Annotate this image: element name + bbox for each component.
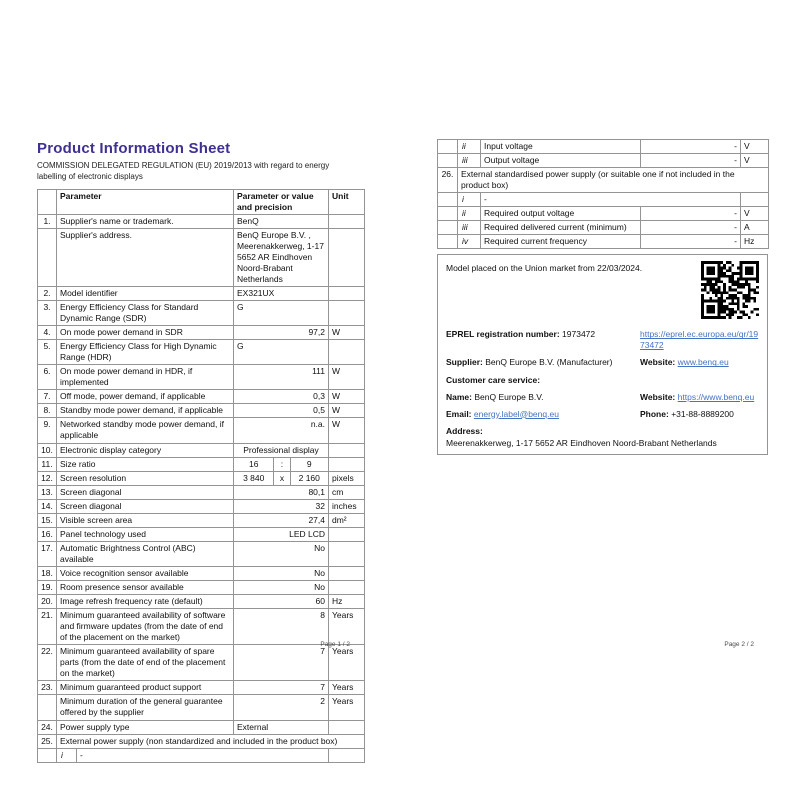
parameter-label: Supplier's address. xyxy=(57,228,234,286)
header-unit: Unit xyxy=(329,189,365,214)
parameter-label: Screen diagonal xyxy=(57,499,234,513)
unit-label: W xyxy=(329,326,365,340)
table-row xyxy=(38,443,365,457)
roman-index: ii xyxy=(458,207,481,221)
row-number: 7. xyxy=(38,390,57,404)
table-body xyxy=(438,140,769,249)
name-info xyxy=(446,392,636,403)
parameter-label: Model identifier xyxy=(57,286,234,300)
table-row xyxy=(38,566,365,580)
parameter-value: - xyxy=(641,140,741,154)
table-row xyxy=(38,645,365,681)
parameter-label: Panel technology used xyxy=(57,527,234,541)
header-parameter: Parameter xyxy=(57,189,234,214)
dash-value: - xyxy=(77,748,329,762)
parameter-label: Required current frequency xyxy=(481,235,641,249)
split-value xyxy=(234,458,328,471)
unit-label xyxy=(329,720,365,734)
unit-label: Hz xyxy=(329,595,365,609)
split-value xyxy=(234,472,328,485)
parameter-value: 80,1 xyxy=(234,485,329,499)
unit-label: pixels xyxy=(329,471,365,485)
parameter-value: - xyxy=(641,235,741,249)
parameter-value: G xyxy=(234,301,329,326)
table-row xyxy=(38,513,365,527)
phone-value: +31-88-8889200 xyxy=(671,408,734,419)
website1-info xyxy=(640,357,759,368)
parameter-value: - xyxy=(641,207,741,221)
parameter-label: On mode power demand in SDR xyxy=(57,326,234,340)
dash-value: - xyxy=(481,193,741,207)
row-number xyxy=(38,695,57,720)
row-number: 13. xyxy=(38,485,57,499)
parameter-value: 0,3 xyxy=(234,390,329,404)
parameter-label: Electronic display category xyxy=(57,443,234,457)
row-number: 11. xyxy=(38,457,57,471)
website2-label: Website: xyxy=(640,391,676,402)
parameter-value: G xyxy=(234,340,329,365)
product-info-table xyxy=(37,189,365,763)
table-row xyxy=(438,221,769,235)
unit-label: V xyxy=(741,140,769,154)
unit-label xyxy=(329,443,365,457)
parameter-value: No xyxy=(234,541,329,566)
roman-index: i xyxy=(57,748,77,762)
unit-label: W xyxy=(329,365,365,390)
table-row xyxy=(38,301,365,326)
span-text: External standardised power supply (or suitable one if not included in the product box) xyxy=(458,168,769,193)
table-row xyxy=(38,595,365,609)
table-row xyxy=(438,235,769,249)
unit-label xyxy=(329,541,365,566)
table-row xyxy=(438,193,769,207)
table-row xyxy=(38,499,365,513)
regulation-subtitle: COMMISSION DELEGATED REGULATION (EU) 2019/2013 with regard to energy labelling of electronic displays xyxy=(37,161,330,181)
parameter-label: Image refresh frequency rate (default) xyxy=(57,595,234,609)
table-row xyxy=(38,695,365,720)
row-number xyxy=(38,228,57,286)
unit-label: W xyxy=(329,418,365,443)
address-label-row xyxy=(446,426,759,437)
roman-index: iv xyxy=(458,235,481,249)
row-number xyxy=(438,193,458,207)
table-row xyxy=(438,168,769,193)
website2-info xyxy=(640,392,759,403)
parameter-value: n.a. xyxy=(234,418,329,443)
parameter-value: - xyxy=(641,154,741,168)
parameter-label: Minimum guaranteed product support xyxy=(57,681,234,695)
unit-label xyxy=(329,214,365,228)
qr-code-icon xyxy=(701,261,759,319)
row-number: 4. xyxy=(38,326,57,340)
parameter-value: 2 xyxy=(234,695,329,720)
table-row xyxy=(38,609,365,645)
unit-label xyxy=(329,301,365,326)
table-row xyxy=(38,734,365,748)
row-number: 2. xyxy=(38,286,57,300)
name-row xyxy=(446,392,759,403)
row-number xyxy=(438,140,458,154)
header-num xyxy=(38,189,57,214)
roman-index: iii xyxy=(458,221,481,235)
supplier-info xyxy=(446,357,636,368)
supplier-row xyxy=(446,357,759,368)
unit-label xyxy=(741,193,769,207)
table-row xyxy=(38,365,365,390)
split-cell: x xyxy=(273,472,290,485)
unit-label: V xyxy=(741,207,769,221)
page2-footer: Page 2 / 2 xyxy=(724,641,754,648)
parameter-value xyxy=(234,471,329,485)
unit-label: Years xyxy=(329,681,365,695)
email-label: Email: xyxy=(446,408,472,419)
website2-link[interactable]: https://www.benq.eu xyxy=(677,391,755,402)
parameter-label: Standby mode power demand, if applicable xyxy=(57,404,234,418)
parameter-label: Minimum guaranteed availability of spare parts (from the date of end of the placement on the market) xyxy=(57,645,234,681)
parameter-value: Professional display xyxy=(234,443,329,457)
parameter-label: Energy Efficiency Class for Standard Dynamic Range (SDR) xyxy=(57,301,234,326)
row-number xyxy=(438,235,458,249)
market-placement-section xyxy=(446,261,759,323)
parameter-label: Voice recognition sensor available xyxy=(57,566,234,580)
address-label: Address: xyxy=(446,425,483,436)
unit-label: Years xyxy=(329,695,365,720)
table-row xyxy=(38,527,365,541)
parameter-label: Minimum guaranteed availability of software and firmware updates (from the date of end of the placement on the market) xyxy=(57,609,234,645)
parameter-value: No xyxy=(234,566,329,580)
row-number xyxy=(438,221,458,235)
row-number: 17. xyxy=(38,541,57,566)
unit-label xyxy=(329,286,365,300)
row-number: 23. xyxy=(38,681,57,695)
phone-info xyxy=(640,409,759,420)
row-number: 15. xyxy=(38,513,57,527)
unit-label: Years xyxy=(329,645,365,681)
table-row xyxy=(38,581,365,595)
table-row xyxy=(38,485,365,499)
parameter-label: Input voltage xyxy=(481,140,641,154)
row-number: 5. xyxy=(38,340,57,365)
parameter-label: Energy Efficiency Class for High Dynamic Range (HDR) xyxy=(57,340,234,365)
table-row xyxy=(38,404,365,418)
parameter-value: BenQ xyxy=(234,214,329,228)
row-number: 8. xyxy=(38,404,57,418)
table-row xyxy=(38,681,365,695)
parameter-label: On mode power demand in HDR, if implemented xyxy=(57,365,234,390)
unit-label: cm xyxy=(329,485,365,499)
parameter-value: BenQ Europe B.V. , Meerenakkerweg, 1-17 5652 AR Eindhoven Noord-Brabant Netherlands xyxy=(234,228,329,286)
table-row xyxy=(38,720,365,734)
eprel-value: 1973472 xyxy=(562,329,596,340)
parameter-value xyxy=(234,457,329,471)
split-cell: 2 160 xyxy=(298,472,320,483)
table-row xyxy=(38,457,365,471)
row-number: 16. xyxy=(38,527,57,541)
parameter-label: Room presence sensor available xyxy=(57,581,234,595)
parameter-label: Automatic Brightness Control (ABC) available xyxy=(57,541,234,566)
row-number: 18. xyxy=(38,566,57,580)
parameter-value: - xyxy=(641,221,741,235)
row-number xyxy=(38,748,57,762)
parameter-value: External xyxy=(234,720,329,734)
unit-label xyxy=(329,748,365,762)
parameter-label: Output voltage xyxy=(481,154,641,168)
website-link[interactable]: www.benq.eu xyxy=(677,357,729,368)
parameter-value: 111 xyxy=(234,365,329,390)
website1-label: Website: xyxy=(640,357,676,368)
unit-label: inches xyxy=(329,499,365,513)
row-number: 9. xyxy=(38,418,57,443)
row-number: 1. xyxy=(38,214,57,228)
table-row xyxy=(38,541,365,566)
name-value: BenQ Europe B.V. xyxy=(474,391,544,402)
email-link[interactable]: energy.label@benq.eu xyxy=(473,408,559,419)
table-row xyxy=(38,214,365,228)
unit-label: dm² xyxy=(329,513,365,527)
market-info-box xyxy=(437,254,768,454)
parameter-value: No xyxy=(234,581,329,595)
row-number: 22. xyxy=(38,645,57,681)
parameter-label: Screen resolution xyxy=(57,471,234,485)
unit-label xyxy=(329,527,365,541)
row-number: 6. xyxy=(38,365,57,390)
eprel-label: EPREL registration number: xyxy=(446,329,560,340)
market-placement-text: Model placed on the Union market from 22/03/2024. xyxy=(446,263,643,274)
unit-label: A xyxy=(741,221,769,235)
unit-label xyxy=(329,457,365,471)
span-text: External power supply (non standardized and included in the product box) xyxy=(57,734,365,748)
customer-care-label: Customer care service: xyxy=(446,374,541,385)
row-number xyxy=(438,207,458,221)
product-info-table-continued xyxy=(437,139,769,249)
parameter-value: 27,4 xyxy=(234,513,329,527)
parameter-label: Size ratio xyxy=(57,457,234,471)
parameter-label: Minimum duration of the general guarantee offered by the supplier xyxy=(57,695,234,720)
unit-label xyxy=(329,581,365,595)
table-row xyxy=(438,140,769,154)
row-number: 19. xyxy=(38,581,57,595)
table-row xyxy=(38,286,365,300)
table-row xyxy=(38,471,365,485)
table-row xyxy=(38,390,365,404)
parameter-value: 7 xyxy=(234,645,329,681)
address-value: Meerenakkerweg, 1-17 5652 AR Eindhoven Noord-Brabant Netherlands xyxy=(446,437,717,448)
page-2 xyxy=(437,139,768,455)
parameter-label: Required output voltage xyxy=(481,207,641,221)
name-label: Name: xyxy=(446,391,472,402)
split-cell: : xyxy=(273,458,290,471)
header-value: Parameter or value and precision xyxy=(234,189,329,214)
table-body xyxy=(38,214,365,762)
row-number: 12. xyxy=(38,471,57,485)
table-row xyxy=(38,340,365,365)
unit-label: W xyxy=(329,390,365,404)
customer-care-row xyxy=(446,375,759,386)
unit-label: V xyxy=(741,154,769,168)
page-title: Product Information Sheet xyxy=(37,140,231,157)
supplier-value: BenQ Europe B.V. (Manufacturer) xyxy=(485,357,613,368)
parameter-value: 60 xyxy=(234,595,329,609)
phone-label: Phone: xyxy=(640,408,669,419)
roman-index: i xyxy=(458,193,481,207)
table-row xyxy=(38,326,365,340)
parameter-label: Off mode, power demand, if applicable xyxy=(57,390,234,404)
parameter-label: Screen diagonal xyxy=(57,485,234,499)
table-row xyxy=(438,207,769,221)
supplier-label: Supplier: xyxy=(446,357,483,368)
email-row xyxy=(446,409,759,420)
unit-label: Years xyxy=(329,609,365,645)
unit-label xyxy=(329,228,365,286)
table-row xyxy=(38,418,365,443)
row-number: 14. xyxy=(38,499,57,513)
roman-index: iii xyxy=(458,154,481,168)
table-header-row xyxy=(38,189,365,214)
unit-label: W xyxy=(329,404,365,418)
row-number: 10. xyxy=(38,443,57,457)
parameter-label: Required delivered current (minimum) xyxy=(481,221,641,235)
parameter-label: Networked standby mode power demand, if applicable xyxy=(57,418,234,443)
parameter-value: 0,5 xyxy=(234,404,329,418)
row-number: 3. xyxy=(38,301,57,326)
page-1 xyxy=(37,140,364,763)
email-info xyxy=(446,409,636,420)
row-number: 20. xyxy=(38,595,57,609)
row-number: 21. xyxy=(38,609,57,645)
unit-label: Hz xyxy=(741,235,769,249)
eprel-registration xyxy=(446,329,636,351)
split-cell: 9 xyxy=(306,458,312,469)
parameter-label: Supplier's name or trademark. xyxy=(57,214,234,228)
split-cell: 16 xyxy=(249,458,259,469)
table-row xyxy=(38,228,365,286)
parameter-value: 7 xyxy=(234,681,329,695)
table-row xyxy=(38,748,365,762)
parameter-value: LED LCD xyxy=(234,527,329,541)
table-row xyxy=(438,154,769,168)
row-number: 26. xyxy=(438,168,458,193)
row-number xyxy=(438,154,458,168)
parameter-label: Power supply type xyxy=(57,720,234,734)
eprel-row xyxy=(446,329,759,351)
eprel-link[interactable]: https://eprel.ec.europa.eu/qr/1973472 xyxy=(640,329,759,351)
parameter-value: 8 xyxy=(234,609,329,645)
unit-label xyxy=(329,340,365,365)
split-cell: 3 840 xyxy=(243,472,265,483)
parameter-value: EX321UX xyxy=(234,286,329,300)
parameter-label: Visible screen area xyxy=(57,513,234,527)
parameter-value: 97,2 xyxy=(234,326,329,340)
roman-index: ii xyxy=(458,140,481,154)
row-number: 25. xyxy=(38,734,57,748)
page1-footer: Page 1 / 2 xyxy=(320,641,350,648)
parameter-value: 32 xyxy=(234,499,329,513)
row-number: 24. xyxy=(38,720,57,734)
unit-label xyxy=(329,566,365,580)
